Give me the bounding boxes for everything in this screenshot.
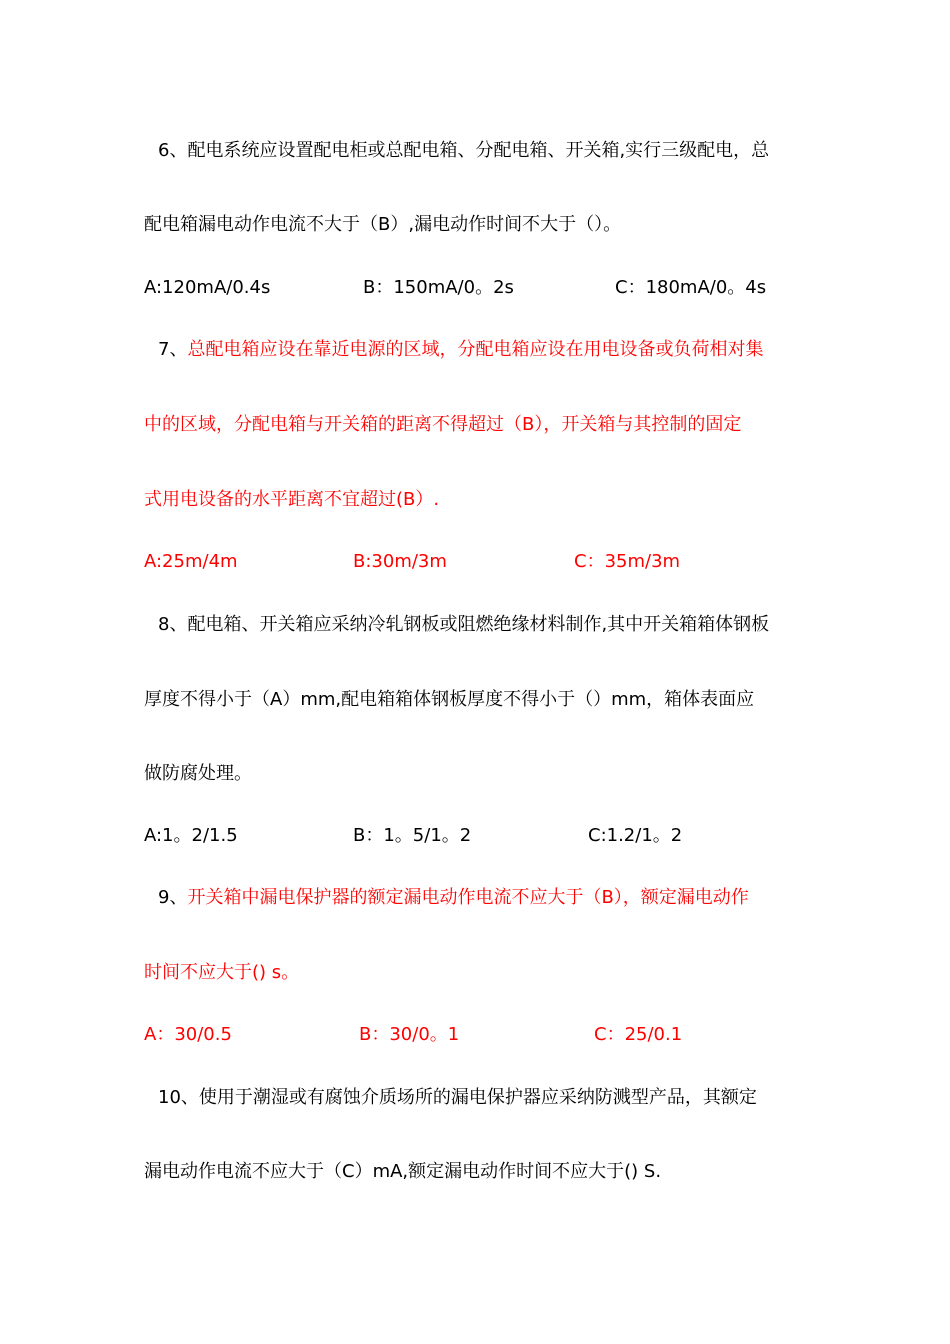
question-9-line-1: 9、开关箱中漏电保护器的额定漏电动作电流不应大于（B），额定漏电动作 — [158, 887, 749, 908]
question-9-option-c: C：25/0.1 — [594, 1024, 683, 1045]
question-7-option-b: B:30m/3m — [353, 551, 447, 572]
question-9-option-b: B：30/0。1 — [359, 1024, 460, 1045]
question-8-line-1: 8、配电箱、开关箱应采纳冷轧钢板或阻燃绝缘材料制作,其中开关箱箱体钢板 — [158, 614, 770, 635]
question-7-line-2: 中的区域，分配电箱与开关箱的距离不得超过（B），开关箱与其控制的固定 — [144, 414, 742, 435]
question-6-option-b: B：150mA/0。2s — [363, 277, 514, 298]
question-6-line-2: 配电箱漏电动作电流不大于（B）,漏电动作时间不大于（）。 — [144, 214, 622, 235]
question-10-line-1: 10、使用于潮湿或有腐蚀介质场所的漏电保护器应采纳防溅型产品，其额定 — [158, 1087, 757, 1108]
question-10-line-2: 漏电动作电流不应大于（C）mA,额定漏电动作时间不应大于() S. — [144, 1161, 662, 1182]
question-8-line-3: 做防腐处理。 — [144, 763, 252, 784]
question-8-option-b: B：1。5/1。2 — [353, 825, 472, 846]
question-9-line-2: 时间不应大于() s。 — [144, 962, 300, 983]
question-7-line-1: 7、总配电箱应设在靠近电源的区域，分配电箱应设在用电设备或负荷相对集 — [158, 339, 764, 360]
question-6-line-1: 6、配电系统应设置配电柜或总配电箱、分配电箱、开关箱,实行三级配电，总 — [158, 140, 770, 161]
question-8-line-2: 厚度不得小于（A）mm,配电箱箱体钢板厚度不得小于（）mm，箱体表面应 — [144, 689, 755, 710]
question-9-line-1-text: 开关箱中漏电保护器的额定漏电动作电流不应大于（B），额定漏电动作 — [187, 887, 749, 908]
question-9-option-a: A：30/0.5 — [144, 1024, 232, 1045]
question-7-option-a: A:25m/4m — [144, 551, 238, 572]
question-7-line-3: 式用电设备的水平距离不宜超过(B）. — [144, 489, 440, 510]
question-6-option-c: C：180mA/0。4s — [615, 277, 767, 298]
question-6-option-a: A:120mA/0.4s — [144, 277, 271, 298]
question-7-line-1-text: 总配电箱应设在靠近电源的区域，分配电箱应设在用电设备或负荷相对集 — [187, 339, 764, 360]
question-8-option-c: C:1.2/1。2 — [588, 825, 683, 846]
question-8-option-a: A:1。2/1.5 — [144, 825, 238, 846]
question-7-option-c: C：35m/3m — [574, 551, 681, 572]
